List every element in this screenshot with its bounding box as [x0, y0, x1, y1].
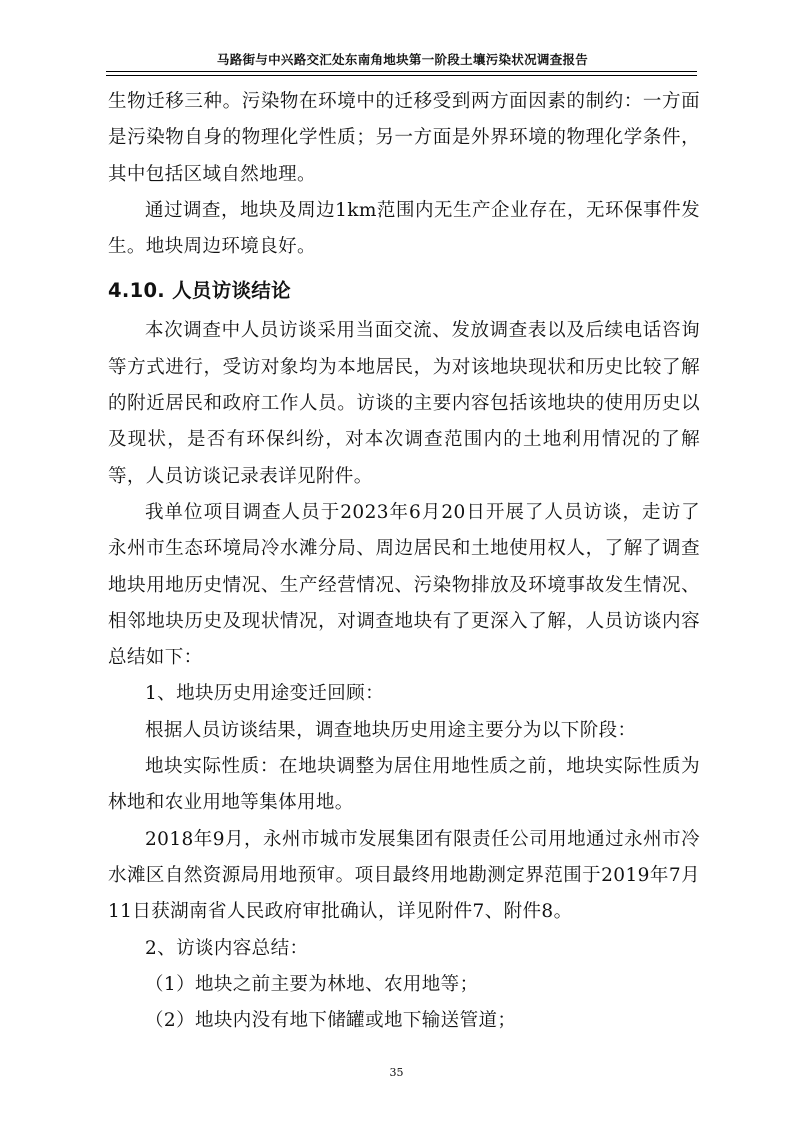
list-item: （1）地块之前主要为林地、农用地等； — [145, 973, 479, 995]
page-header-title: 马路街与中兴路交汇处东南角地块第一阶段土壤污染状况调查报告 — [216, 52, 589, 67]
section-heading-interview-conclusion: 4.10. 人员访谈结论 — [108, 279, 291, 303]
list-item: （2）地块内没有地下储罐或地下输送管道； — [145, 1010, 517, 1032]
paragraph-survey-result: 通过调查，地块及周边1km范围内无生产企业存在，无环保事件发生。地块周边环境良好。 — [108, 199, 700, 258]
paragraph-migration-factors: 生物迁移三种。污染物在环境中的迁移受到两方面因素的制约：一方面是污染物自身的物理化学性质；另一方面是外界环境的物理化学条件，其中包括区域自然地理。 — [108, 91, 700, 185]
paragraph-interview-method: 本次调查中人员访谈采用当面交流、发放调查表以及后续电话咨询等方式进行，受访对象均为本地居民，为对该地块现状和历史比较了解的附近居民和政府工作人员。访谈的主要内容包括该地块的使用历史以及现状，是否有环保纠纷，对本次调查范围内的土地利用情况的了解等，人员访谈记录表详见附件。 — [108, 320, 700, 487]
item-heading-land-history: 1、地块历史用途变迁回顾： — [145, 683, 384, 705]
paragraph-land-approval: 2018年9月，永州市城市发展集团有限责任公司用地通过永州市冷水滩区自然资源局用地预审。项目最终用地勘测定界范围于2019年7月11日获湖南省人民政府审批确认，详见附件7、附件8。 — [108, 828, 700, 923]
paragraph-history-stages: 根据人员访谈结果，调查地块历史用途主要分为以下阶段： — [145, 719, 637, 741]
item-heading-interview-summary: 2、访谈内容总结： — [145, 937, 309, 959]
paragraph-interview-date: 我单位项目调查人员于2023年6月20日开展了人员访谈，走访了永州市生态环境局冷水滩分局、周边居民和土地使用权人，了解了调查地块用地历史情况、生产经营情况、污染物排放及环境事故发生情况、相邻地块历史及现状情况，对调查地块有了更深入了解，人员访谈内容总结如下： — [108, 501, 700, 669]
document-body — [108, 84, 700, 1039]
paragraph-land-nature: 地块实际性质：在地块调整为居住用地性质之前，地块实际性质为林地和农业用地等集体用地。 — [108, 756, 700, 814]
header-divider — [106, 71, 697, 76]
page-number: 35 — [389, 1066, 404, 1079]
